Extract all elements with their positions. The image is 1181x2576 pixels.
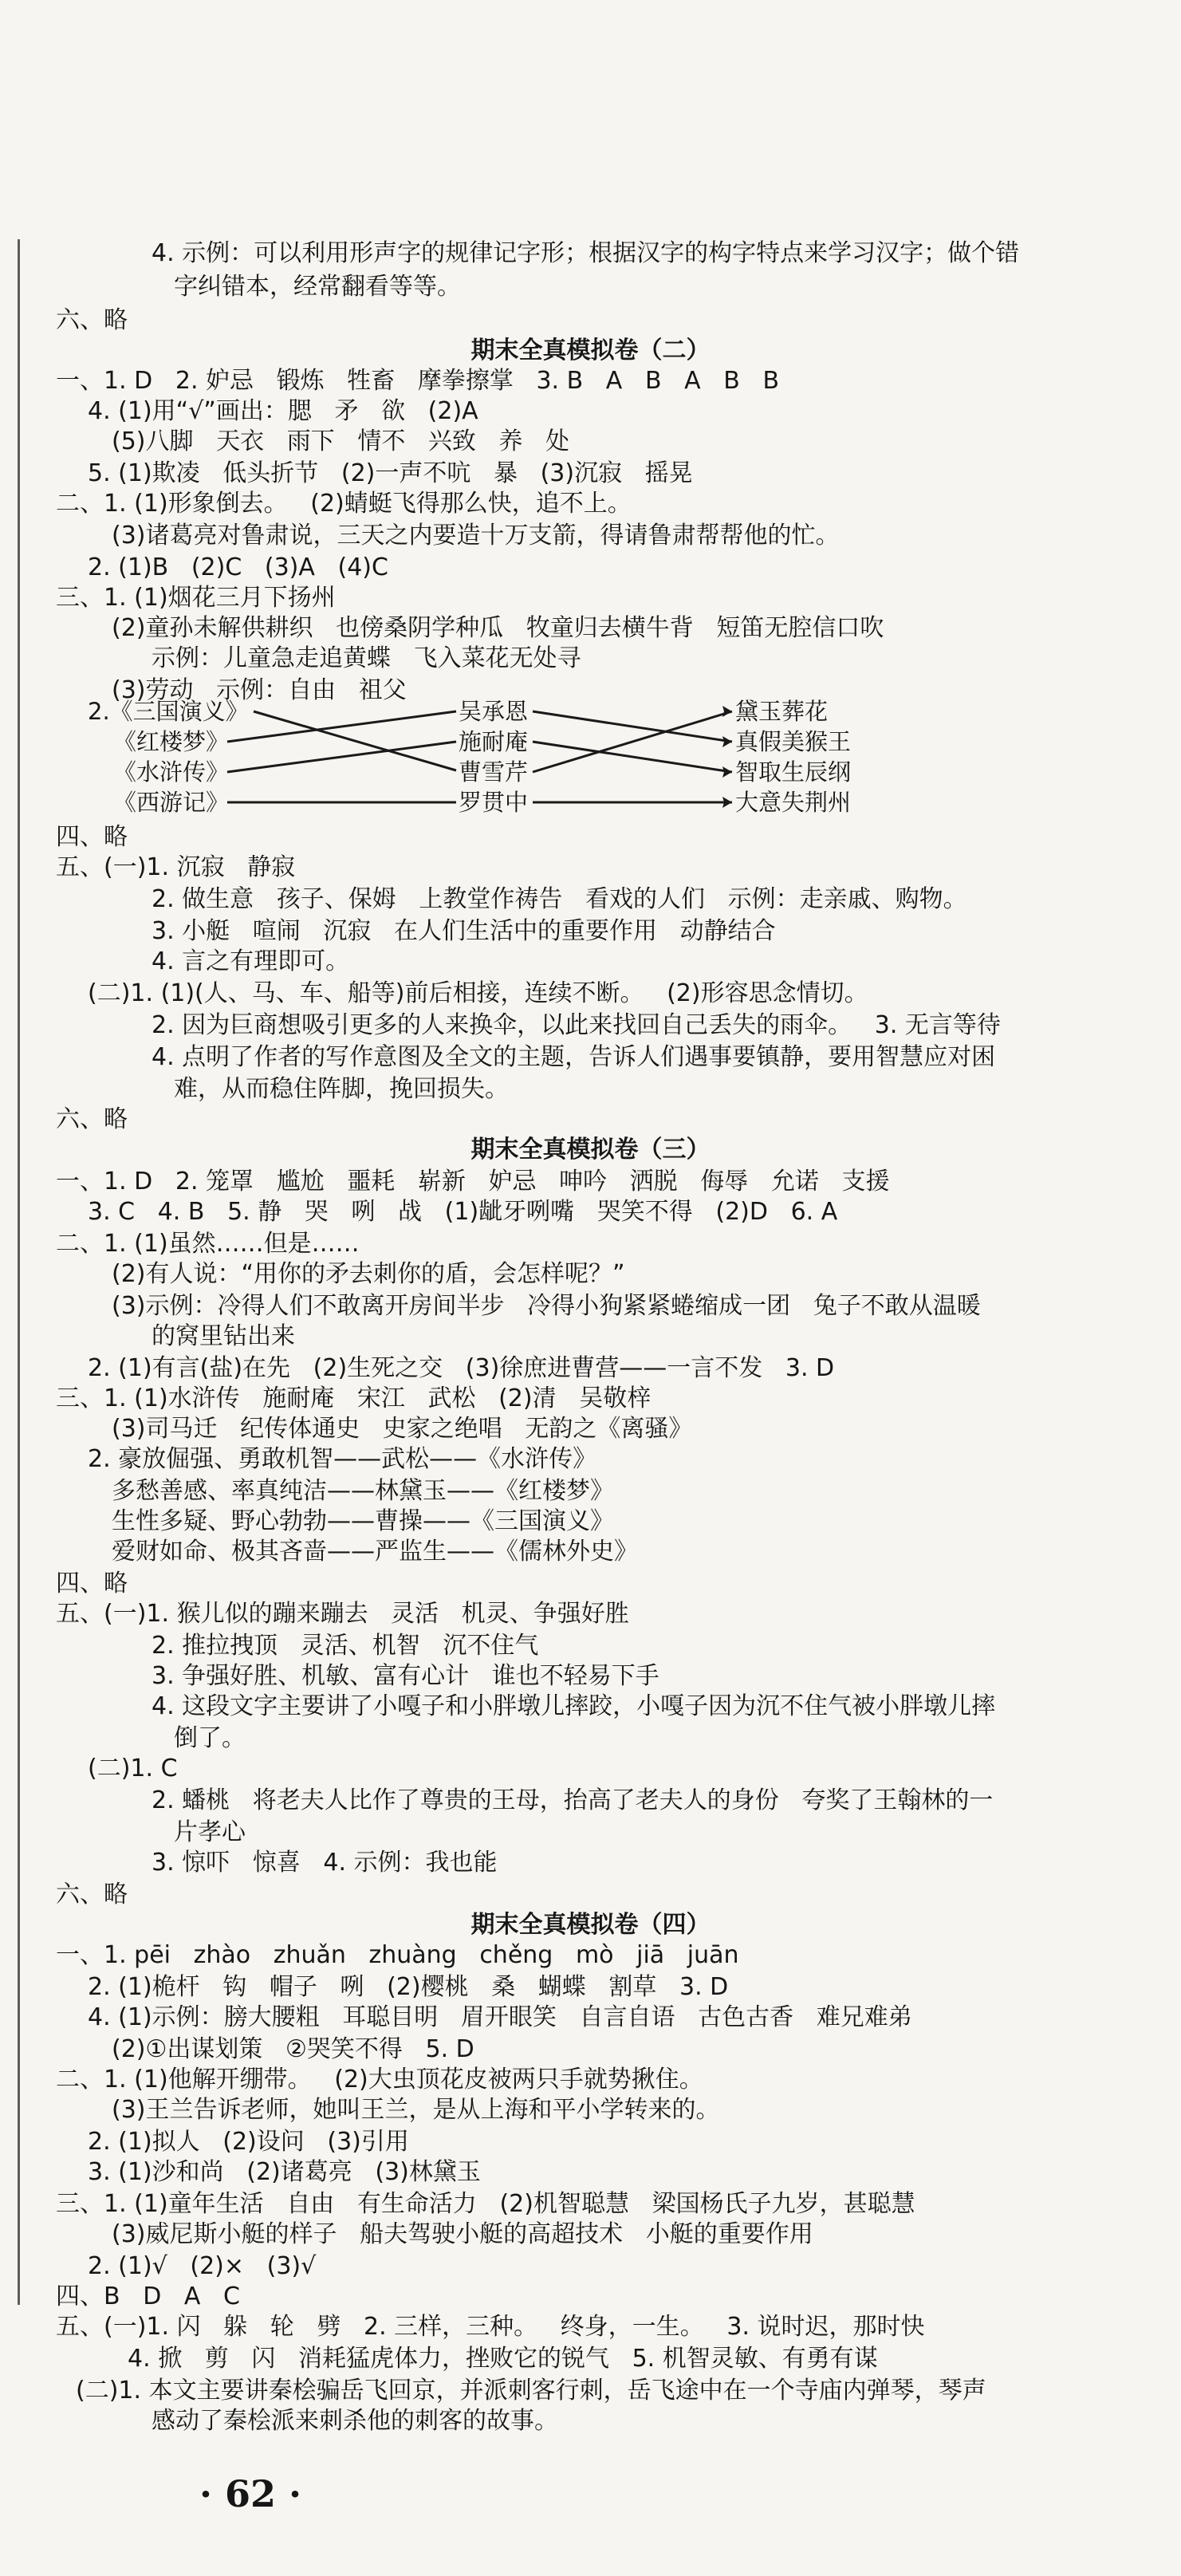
match-line bbox=[227, 742, 456, 772]
answer-line: 4. 示例：可以利用形声字的规律记字形；根据汉字的构字特点来学习汉字；做个错 bbox=[152, 239, 1020, 267]
answer-line: 倒了。 bbox=[174, 1724, 246, 1752]
answer-line: (二)1. 本文主要讲秦桧骗岳飞回京，并派刺客行刺，岳飞途中在一个寺庙内弹琴，琴声 bbox=[76, 2377, 986, 2405]
answer-line: 字纠错本，经常翻看等等。 bbox=[174, 273, 461, 301]
answer-line: (2)童孙未解供耕织 也傍桑阴学种瓜 牧童归去横牛背 短笛无腔信口吹 bbox=[112, 614, 884, 642]
section-title: 期末全真模拟卷（四） bbox=[470, 1911, 711, 1939]
answer-line: 2. (1)√ (2)× (3)√ bbox=[88, 2252, 317, 2280]
answer-line: 5. (1)欺凌 低头折节 (2)一声不吭 暴 (3)沉寂 摇晃 bbox=[88, 459, 693, 487]
section-title: 期末全真模拟卷（三） bbox=[470, 1136, 711, 1164]
match-story: 真假美猴王 bbox=[735, 728, 852, 755]
match-book: 《水浒传》 bbox=[113, 758, 230, 786]
answer-line: 五、(一)1. 闪 躲 轮 劈 2. 三样，三种。 终身，一生。 3. 说时迟，那时快 bbox=[56, 2313, 925, 2341]
answer-line: 六、略 bbox=[56, 306, 128, 334]
answer-line: 4. 这段文字主要讲了小嘎子和小胖墩儿摔跤，小嘎子因为沉不住气被小胖墩儿摔 bbox=[152, 1692, 996, 1720]
match-book: 《西游记》 bbox=[113, 789, 230, 816]
match-story: 智取生辰纲 bbox=[735, 758, 852, 786]
match-book: 2.《三国演义》 bbox=[88, 698, 249, 725]
answer-line: 四、略 bbox=[56, 823, 128, 851]
answer-line: 五、(一)1. 猴儿似的蹦来蹦去 灵活 机灵、争强好胜 bbox=[56, 1600, 629, 1628]
answer-line: (3)示例：冷得人们不敢离开房间半步 冷得小狗紧紧蜷缩成一团 兔子不敢从温暖 bbox=[112, 1292, 981, 1320]
answer-line: 多愁善感、率真纯洁——林黛玉——《红楼梦》 bbox=[112, 1477, 614, 1505]
answer-line: 难，从而稳住阵脚，挽回损失。 bbox=[174, 1075, 509, 1103]
answer-line: (3)威尼斯小艇的样子 船夫驾驶小艇的高超技术 小艇的重要作用 bbox=[112, 2220, 813, 2248]
answer-line: 四、B D A C bbox=[56, 2283, 240, 2310]
answer-line: (二)1. C bbox=[88, 1755, 178, 1782]
answer-line: 3. 惊吓 惊喜 4. 示例：我也能 bbox=[152, 1849, 498, 1877]
answer-line: 2. (1)有言(盐)在先 (2)生死之交 (3)徐庶进曹营——一言不发 3. D bbox=[88, 1354, 835, 1382]
answer-line: (二)1. (1)(人、马、车、船等)前后相接，连续不断。 (2)形容思念情切。 bbox=[88, 979, 868, 1007]
answer-line: 4. (1)示例：膀大腰粗 耳聪目明 眉开眼笑 自言自语 古色古香 难兄难弟 bbox=[88, 2003, 912, 2031]
answer-line: 六、略 bbox=[56, 1105, 128, 1133]
answer-line: 2. (1)拟人 (2)设问 (3)引用 bbox=[88, 2128, 409, 2156]
answer-line: 一、1. D 2. 妒忌 锻炼 牲畜 摩拳擦掌 3. B A B A B B bbox=[56, 367, 780, 395]
answer-line: 3. 小艇 喧闹 沉寂 在人们生活中的重要作用 动静结合 bbox=[152, 917, 776, 945]
answer-line: 一、1. D 2. 笼罩 尴尬 噩耗 崭新 妒忌 呻吟 洒脱 侮辱 允诺 支援 bbox=[56, 1168, 890, 1195]
answer-line: 3. 争强好胜、机敏、富有心计 谁也不轻易下手 bbox=[152, 1662, 659, 1690]
answer-line: (3)劳动 示例：自由 祖父 bbox=[112, 676, 407, 704]
match-story: 黛玉葬花 bbox=[735, 698, 829, 725]
answer-line: 六、略 bbox=[56, 1881, 128, 1908]
answer-line: 示例：儿童急走追黄蝶 飞入菜花无处寻 bbox=[152, 644, 581, 672]
answer-line: 感动了秦桧派来刺杀他的刺客的故事。 bbox=[152, 2407, 558, 2435]
match-line bbox=[533, 711, 732, 772]
answer-line: 生性多疑、野心勃勃——曹操——《三国演义》 bbox=[112, 1507, 614, 1535]
answer-line: 四、略 bbox=[56, 1570, 128, 1597]
answer-line: (3)诸葛亮对鲁肃说，三天之内要造十万支箭，得请鲁肃帮帮他的忙。 bbox=[112, 522, 840, 549]
answer-line: 一、1. pēi zhào zhuǎn zhuàng chěng mò jiā juān bbox=[56, 1941, 739, 1969]
match-book: 《红楼梦》 bbox=[113, 728, 230, 755]
match-line bbox=[533, 742, 732, 772]
answer-line: 4. 掀 剪 闪 消耗猛虎体力，挫败它的锐气 5. 机智灵敏、有勇有谋 bbox=[128, 2345, 878, 2373]
answer-line: 三、1. (1)童年生活 自由 有生命活力 (2)机智聪慧 梁国杨氏子九岁，甚聪慧 bbox=[56, 2190, 915, 2218]
answer-line: 2. (1)B (2)C (3)A (4)C bbox=[88, 553, 388, 581]
answer-line: 三、1. (1)烟花三月下扬州 bbox=[56, 584, 336, 612]
match-author: 罗贯中 bbox=[459, 789, 529, 816]
answer-line: 2. 因为巨商想吸引更多的人来换伞，以此来找回自己丢失的雨伞。 3. 无言等待 bbox=[152, 1011, 1001, 1039]
answer-line: 三、1. (1)水浒传 施耐庵 宋江 武松 (2)清 吴敬梓 bbox=[56, 1385, 652, 1412]
answer-line: (2)①出谋划策 ②哭笑不得 5. D bbox=[112, 2035, 474, 2063]
match-author: 施耐庵 bbox=[459, 728, 529, 755]
answer-line: 爱财如命、极其吝啬——严监生——《儒林外史》 bbox=[112, 1538, 638, 1566]
answer-line: 的窝里钻出来 bbox=[152, 1322, 295, 1350]
answer-line: 4. 点明了作者的写作意图及全文的主题，告诉人们遇事要镇静，要用智慧应对困 bbox=[152, 1043, 996, 1071]
page-number: · 62 · bbox=[199, 2472, 302, 2515]
answer-line: 2. 做生意 孩子、保姆 上教堂作祷告 看戏的人们 示例：走亲戚、购物。 bbox=[152, 885, 967, 913]
answer-line: 二、1. (1)他解开绷带。 (2)大虫顶花皮被两只手就势揪住。 bbox=[56, 2066, 703, 2093]
answer-line: 五、(一)1. 沉寂 静寂 bbox=[56, 853, 296, 881]
answer-line: 2. 推拉拽顶 灵活、机智 沉不住气 bbox=[152, 1632, 539, 1660]
match-story: 大意失荆州 bbox=[735, 789, 852, 816]
answer-line: 二、1. (1)虽然……但是…… bbox=[56, 1230, 360, 1258]
answer-line: 3. C 4. B 5. 静 哭 咧 战 (1)龇牙咧嘴 哭笑不得 (2)D 6. A bbox=[88, 1198, 838, 1226]
answer-line: 2. 蟠桃 将老夫人比作了尊贵的王母，抬高了老夫人的身份 夸奖了王翰林的一 bbox=[152, 1786, 994, 1814]
match-line bbox=[533, 711, 732, 742]
answer-line: (3)王兰告诉老师，她叫王兰，是从上海和平小学转来的。 bbox=[112, 2096, 720, 2124]
answer-line: 二、1. (1)形象倒去。 (2)蜻蜓飞得那么快，追不上。 bbox=[56, 490, 632, 518]
answer-line: 4. 言之有理即可。 bbox=[152, 947, 350, 975]
answer-line: 3. (1)沙和尚 (2)诸葛亮 (3)林黛玉 bbox=[88, 2158, 481, 2186]
section-title: 期末全真模拟卷（二） bbox=[470, 337, 711, 364]
match-author: 曹雪芹 bbox=[459, 758, 529, 786]
answer-line: 4. (1)用“√”画出：腮 矛 欲 (2)A bbox=[88, 397, 478, 425]
match-author: 吴承恩 bbox=[459, 698, 529, 725]
match-line bbox=[254, 711, 456, 770]
answer-line: 片孝心 bbox=[174, 1818, 246, 1846]
answer-line: 2. (1)桅杆 钩 帽子 咧 (2)樱桃 桑 蝴蝶 割草 3. D bbox=[88, 1973, 729, 2001]
answer-line: (5)八脚 天衣 雨下 情不 兴致 养 处 bbox=[112, 427, 570, 455]
answer-line: (2)有人说：“用你的矛去刺你的盾，会怎样呢？” bbox=[112, 1260, 625, 1288]
answer-line: 2. 豪放倔强、勇敢机智——武松——《水浒传》 bbox=[88, 1445, 597, 1473]
answer-line: (3)司马迁 纪传体通史 史家之绝唱 无韵之《离骚》 bbox=[112, 1415, 693, 1443]
